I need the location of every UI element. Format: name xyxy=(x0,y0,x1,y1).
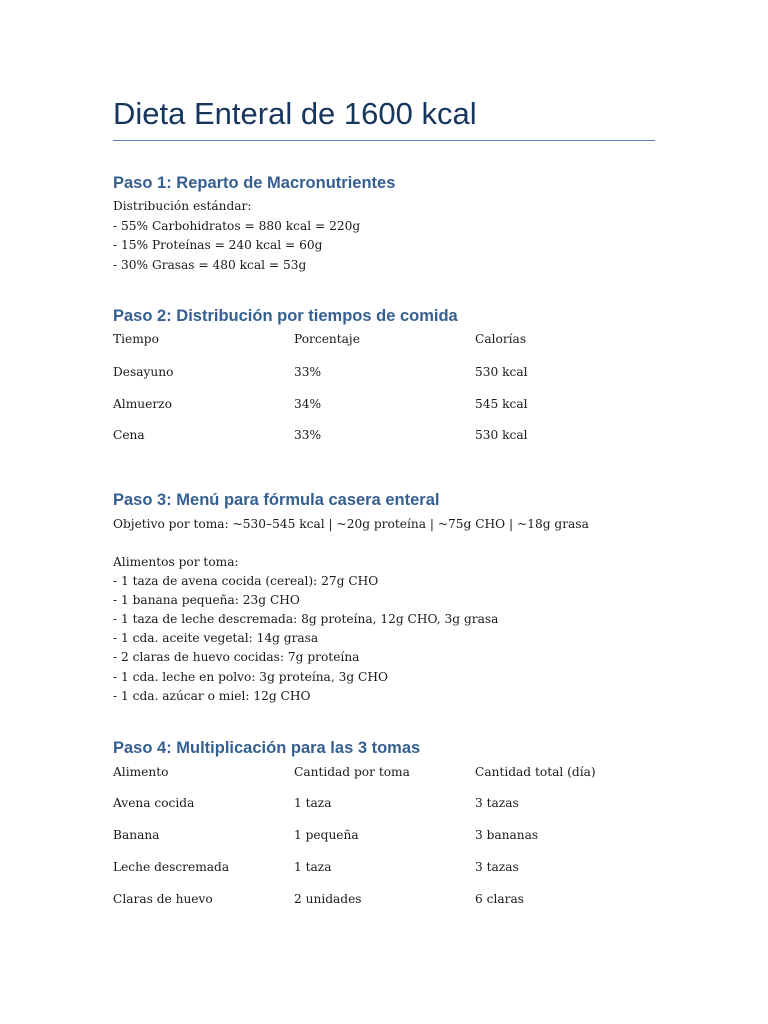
table-cell: 3 tazas xyxy=(475,796,519,810)
table-header-cell: Tiempo xyxy=(113,332,159,346)
step2-heading: Paso 2: Distribución por tiempos de comida xyxy=(113,307,458,325)
food-item: - 1 banana pequeña: 23g CHO xyxy=(113,593,300,607)
step1-line: - 30% Grasas = 480 kcal = 53g xyxy=(113,258,307,272)
step1-line: - 15% Proteínas = 240 kcal = 60g xyxy=(113,238,323,252)
table-header-cell: Cantidad por toma xyxy=(294,765,410,779)
food-item: - 1 cda. azúcar o miel: 12g CHO xyxy=(113,689,311,703)
table-cell: Desayuno xyxy=(113,365,174,379)
table-cell: Claras de huevo xyxy=(113,892,213,906)
table-cell: Banana xyxy=(113,828,160,842)
step3-objective: Objetivo por toma: ~530–545 kcal | ~20g proteína | ~75g CHO | ~18g grasa xyxy=(113,517,589,531)
table-cell: 33% xyxy=(294,428,322,442)
table-cell: 1 taza xyxy=(294,860,332,874)
food-item: - 2 claras de huevo cocidas: 7g proteína xyxy=(113,650,360,664)
step1-line: - 55% Carbohidratos = 880 kcal = 220g xyxy=(113,219,361,233)
table-cell: 34% xyxy=(294,397,322,411)
table-cell: 33% xyxy=(294,365,322,379)
step1-line: Distribución estándar: xyxy=(113,199,252,213)
food-item: - 1 taza de avena cocida (cereal): 27g CHO xyxy=(113,574,379,588)
step1-heading: Paso 1: Reparto de Macronutrientes xyxy=(113,174,396,192)
food-item: - 1 taza de leche descremada: 8g proteína, 12g CHO, 3g grasa xyxy=(113,612,499,626)
table-cell: 1 pequeña xyxy=(294,828,359,842)
table-header-cell: Porcentaje xyxy=(294,332,360,346)
table-cell: 3 tazas xyxy=(475,860,519,874)
document-title: Dieta Enteral de 1600 kcal xyxy=(113,94,655,141)
table-cell: 3 bananas xyxy=(475,828,539,842)
table-cell: 1 taza xyxy=(294,796,332,810)
table-header-cell: Calorías xyxy=(475,332,527,346)
table-header-cell: Cantidad total (día) xyxy=(475,765,596,779)
step3-heading: Paso 3: Menú para fórmula casera enteral xyxy=(113,491,440,509)
table-cell: Leche descremada xyxy=(113,860,230,874)
table-cell: 530 kcal xyxy=(475,428,528,442)
table-header-cell: Alimento xyxy=(113,765,169,779)
step3-foods-title: Alimentos por toma: xyxy=(113,555,239,569)
step4-heading: Paso 4: Multiplicación para las 3 tomas xyxy=(113,739,421,757)
table-cell: Cena xyxy=(113,428,145,442)
table-cell: 2 unidades xyxy=(294,892,362,906)
table-cell: Almuerzo xyxy=(113,397,172,411)
table-cell: 530 kcal xyxy=(475,365,528,379)
table-cell: 6 claras xyxy=(475,892,524,906)
food-item: - 1 cda. leche en polvo: 3g proteína, 3g CHO xyxy=(113,670,388,684)
table-cell: Avena cocida xyxy=(113,796,195,810)
food-item: - 1 cda. aceite vegetal: 14g grasa xyxy=(113,631,319,645)
table-cell: 545 kcal xyxy=(475,397,528,411)
